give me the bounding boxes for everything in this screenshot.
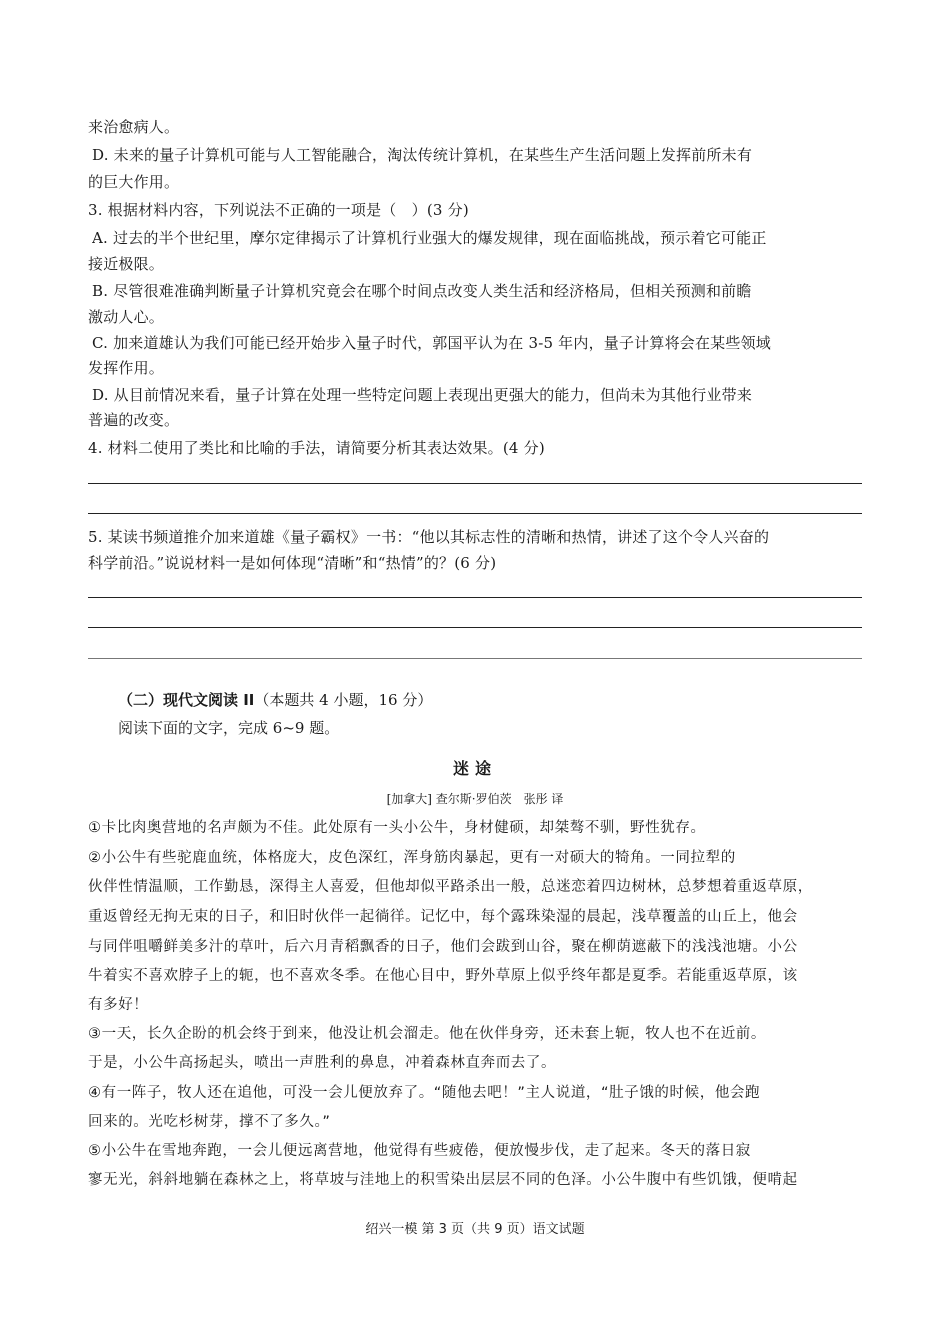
story-byline: [加拿大] 查尔斯·罗伯茨 张彤 译 <box>386 792 564 806</box>
text-line: 发挥作用。 <box>88 359 165 377</box>
option-b-line: B. 尽管很难准确判断量子计算机究竟会在哪个时间点改变人类生活和经济格局，但相关预测和前瞻 <box>92 282 752 300</box>
text-line: 接近极限。 <box>88 255 165 273</box>
story-line: ⑤小公牛在雪地奔跑，一会儿便远离营地，他觉得有些疲倦，便放慢步伐，走了起来。冬天的落日寂 <box>88 1143 751 1159</box>
text-line: 激动人心。 <box>88 308 165 326</box>
answer-line[interactable] <box>88 483 862 484</box>
answer-line[interactable] <box>88 597 862 598</box>
story-title: 迷途 <box>452 759 497 778</box>
story-line: ①卡比肉奥营地的名声颇为不佳。此处原有一头小公牛，身材健硕，却桀骜不驯，野性犹存。 <box>88 820 706 836</box>
story-line: 牛着实不喜欢脖子上的轭，也不喜欢冬季。在他心目中，野外草原上似乎终年都是夏季。若能重返草原，该 <box>88 968 798 984</box>
option-d-line: D. 从目前情况来看，量子计算在处理一些特定问题上表现出更强大的能力，但尚未为其他行业带来 <box>92 386 753 404</box>
question-3: 3. 根据材料内容，下列说法不正确的一项是（ ）(3 分) <box>88 201 469 219</box>
section-title: （二）现代文阅读 II <box>118 691 255 709</box>
story-line: 伙伴性情温顺，工作勤恳，深得主人喜爱，但他却似平路杀出一般，总迷恋着四边树林，总梦想着重返草原， <box>88 879 813 895</box>
text-line: 科学前沿。”说说材料一是如何体现“清晰”和“热情”的？(6 分) <box>88 554 497 572</box>
story-line: ②小公牛有些驼鹿血统，体格庞大，皮色深红，浑身筋肉暴起，更有一对硕大的犄角。一同拉犁的 <box>88 850 736 866</box>
answer-line[interactable] <box>88 658 862 659</box>
option-d-line: D. 未来的量子计算机可能与人工智能融合，淘汰传统计算机，在某些生产生活问题上发挥前所未有 <box>92 146 753 164</box>
section-instruction: 阅读下面的文字，完成 6~9 题。 <box>118 719 340 737</box>
text-line: 普遍的改变。 <box>88 411 180 429</box>
story-line: 有多好！ <box>88 997 149 1013</box>
text-line: 的巨大作用。 <box>88 173 180 191</box>
text-line: 来治愈病人。 <box>88 118 180 136</box>
story-line: 回来的。光吃杉树芽，撑不了多久。” <box>88 1114 331 1130</box>
page-footer: 绍兴一模 第 3 页（共 9 页）语文试题 <box>365 1222 585 1237</box>
option-c-line: C. 加来道雄认为我们可能已经开始步入量子时代，郭国平认为在 3-5 年内，量子计算将会在某些领域 <box>92 334 771 352</box>
question-5: 5. 某读书频道推介加来道雄《量子霸权》一书：“他以其标志性的清晰和热情，讲述了这个令人兴奋的 <box>88 528 770 546</box>
question-4: 4. 材料二使用了类比和比喻的手法，请简要分析其表达效果。(4 分) <box>88 439 545 457</box>
story-line: ④有一阵子，牧人还在追他，可没一会儿便放弃了。“随他去吧！”主人说道，“肚子饿的时候，他会跑 <box>88 1085 761 1101</box>
section-meta: （本题共 4 小题，16 分） <box>254 691 433 709</box>
answer-line[interactable] <box>88 513 862 514</box>
story-line: 寥无光，斜斜地躺在森林之上，将草坡与洼地上的积雪染出层层不同的色泽。小公牛腹中有些饥饿，便啃起 <box>88 1172 798 1188</box>
story-line: 重返曾经无拘无束的日子，和旧时伙伴一起徜徉。记忆中，每个露珠染湿的晨起，浅草覆盖的山丘上，他会 <box>88 909 798 925</box>
story-line: 于是，小公牛高扬起头，喷出一声胜利的鼻息，冲着森林直奔而去了。 <box>88 1055 557 1071</box>
story-line: ③一天，长久企盼的机会终于到来，他没让机会溜走。他在伙伴身旁，还未套上轭，牧人也不在近前。 <box>88 1026 766 1042</box>
option-a-line: A. 过去的半个世纪里，摩尔定律揭示了计算机行业强大的爆发规律，现在面临挑战，预示着它可能正 <box>92 229 767 247</box>
story-line: 与同伴咀嚼鲜美多汁的草叶，后六月青稻飘香的日子，他们会跋到山谷，聚在柳荫遮蔽下的浅浅池塘。小公 <box>88 939 798 955</box>
section-heading <box>118 690 432 710</box>
answer-line[interactable] <box>88 627 862 628</box>
